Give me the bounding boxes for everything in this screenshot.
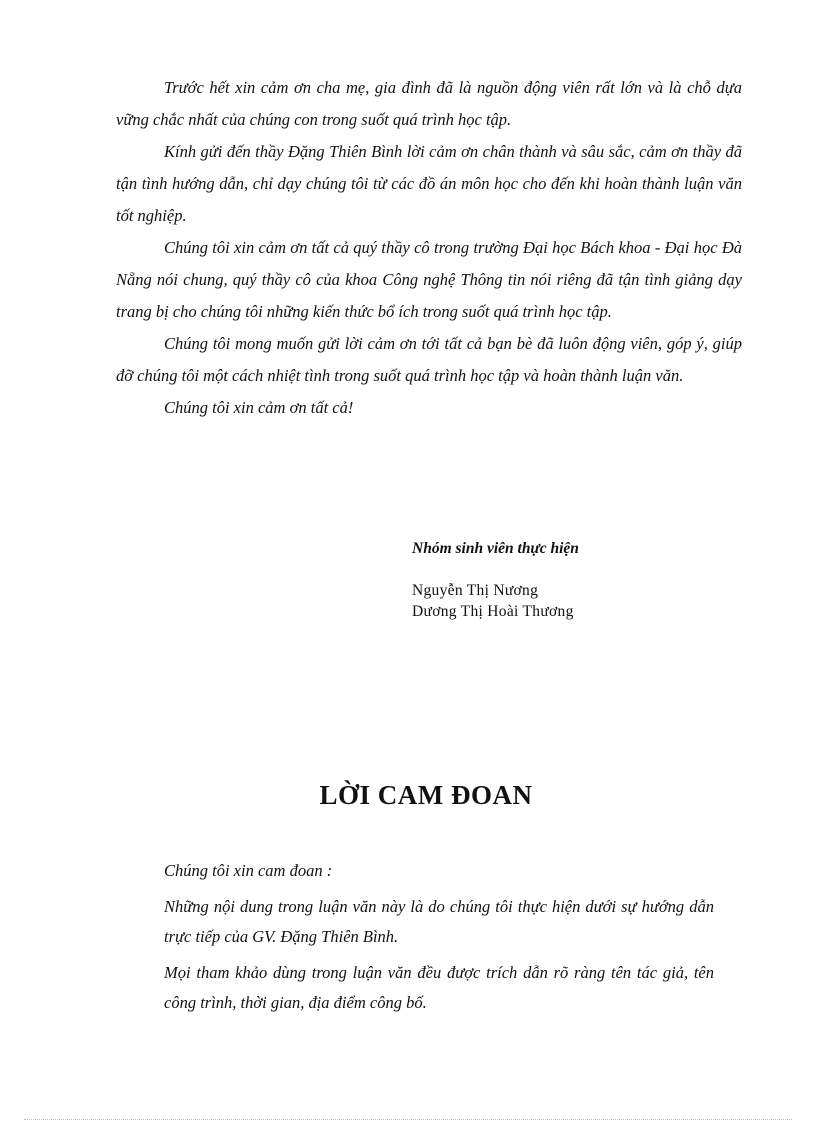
declaration-paragraph: Những nội dung trong luận văn này là do chúng tôi thực hiện dưới sự hướng dẫn trực tiếp của GV. Đặng Thiên Bình. — [164, 897, 714, 946]
page-bottom-rule — [24, 1119, 792, 1120]
ack-closing: Chúng tôi xin cảm ơn tất cả! — [164, 398, 354, 417]
acknowledgement-section — [116, 72, 742, 424]
signature-group-label: Nhóm sinh viên thực hiện — [412, 540, 579, 557]
ack-paragraph: Trước hết xin cảm ơn cha mẹ, gia đình đã là nguồn động viên rất lớn và là chỗ dựa vững chắc nhất của chúng con trong suốt quá trình học tập. — [116, 78, 742, 129]
signature-block — [412, 540, 772, 622]
ack-paragraph: Chúng tôi xin cảm ơn tất cả quý thầy cô trong trường Đại học Bách khoa - Đại học Đà Nẵng nói chung, quý thầy cô của khoa Công nghệ Thông tin nói riêng đã tận tình giảng dạy trang bị cho chúng tôi những kiến thức bổ ích trong suốt quá trình học tập. — [116, 238, 742, 321]
ack-paragraph: Kính gửi đến thầy Đặng Thiên Bình lời cảm ơn chân thành và sâu sắc, cảm ơn thầy đã tận tình hướng dẫn, chỉ dạy chúng tôi từ các đồ án môn học cho đến khi hoàn thành luận văn tốt nghiệp. — [116, 142, 742, 225]
declaration-title: LỜI CAM ĐOAN — [319, 780, 533, 810]
signature-member: Dương Thị Hoài Thương — [412, 603, 574, 620]
declaration-paragraph: Chúng tôi xin cam đoan : — [164, 861, 333, 880]
ack-paragraph: Chúng tôi mong muốn gửi lời cảm ơn tới tất cả bạn bè đã luôn động viên, góp ý, giúp đỡ chúng tôi một cách nhiệt tình trong suốt quá trình học tập và hoàn thành luận văn. — [116, 334, 742, 385]
declaration-paragraph: Mọi tham khảo dùng trong luận văn đều được trích dẫn rõ ràng tên tác giả, tên công trình, thời gian, địa điểm công bố. — [164, 963, 714, 1012]
declaration-section — [164, 856, 714, 1024]
signature-member: Nguyễn Thị Nương — [412, 582, 539, 599]
